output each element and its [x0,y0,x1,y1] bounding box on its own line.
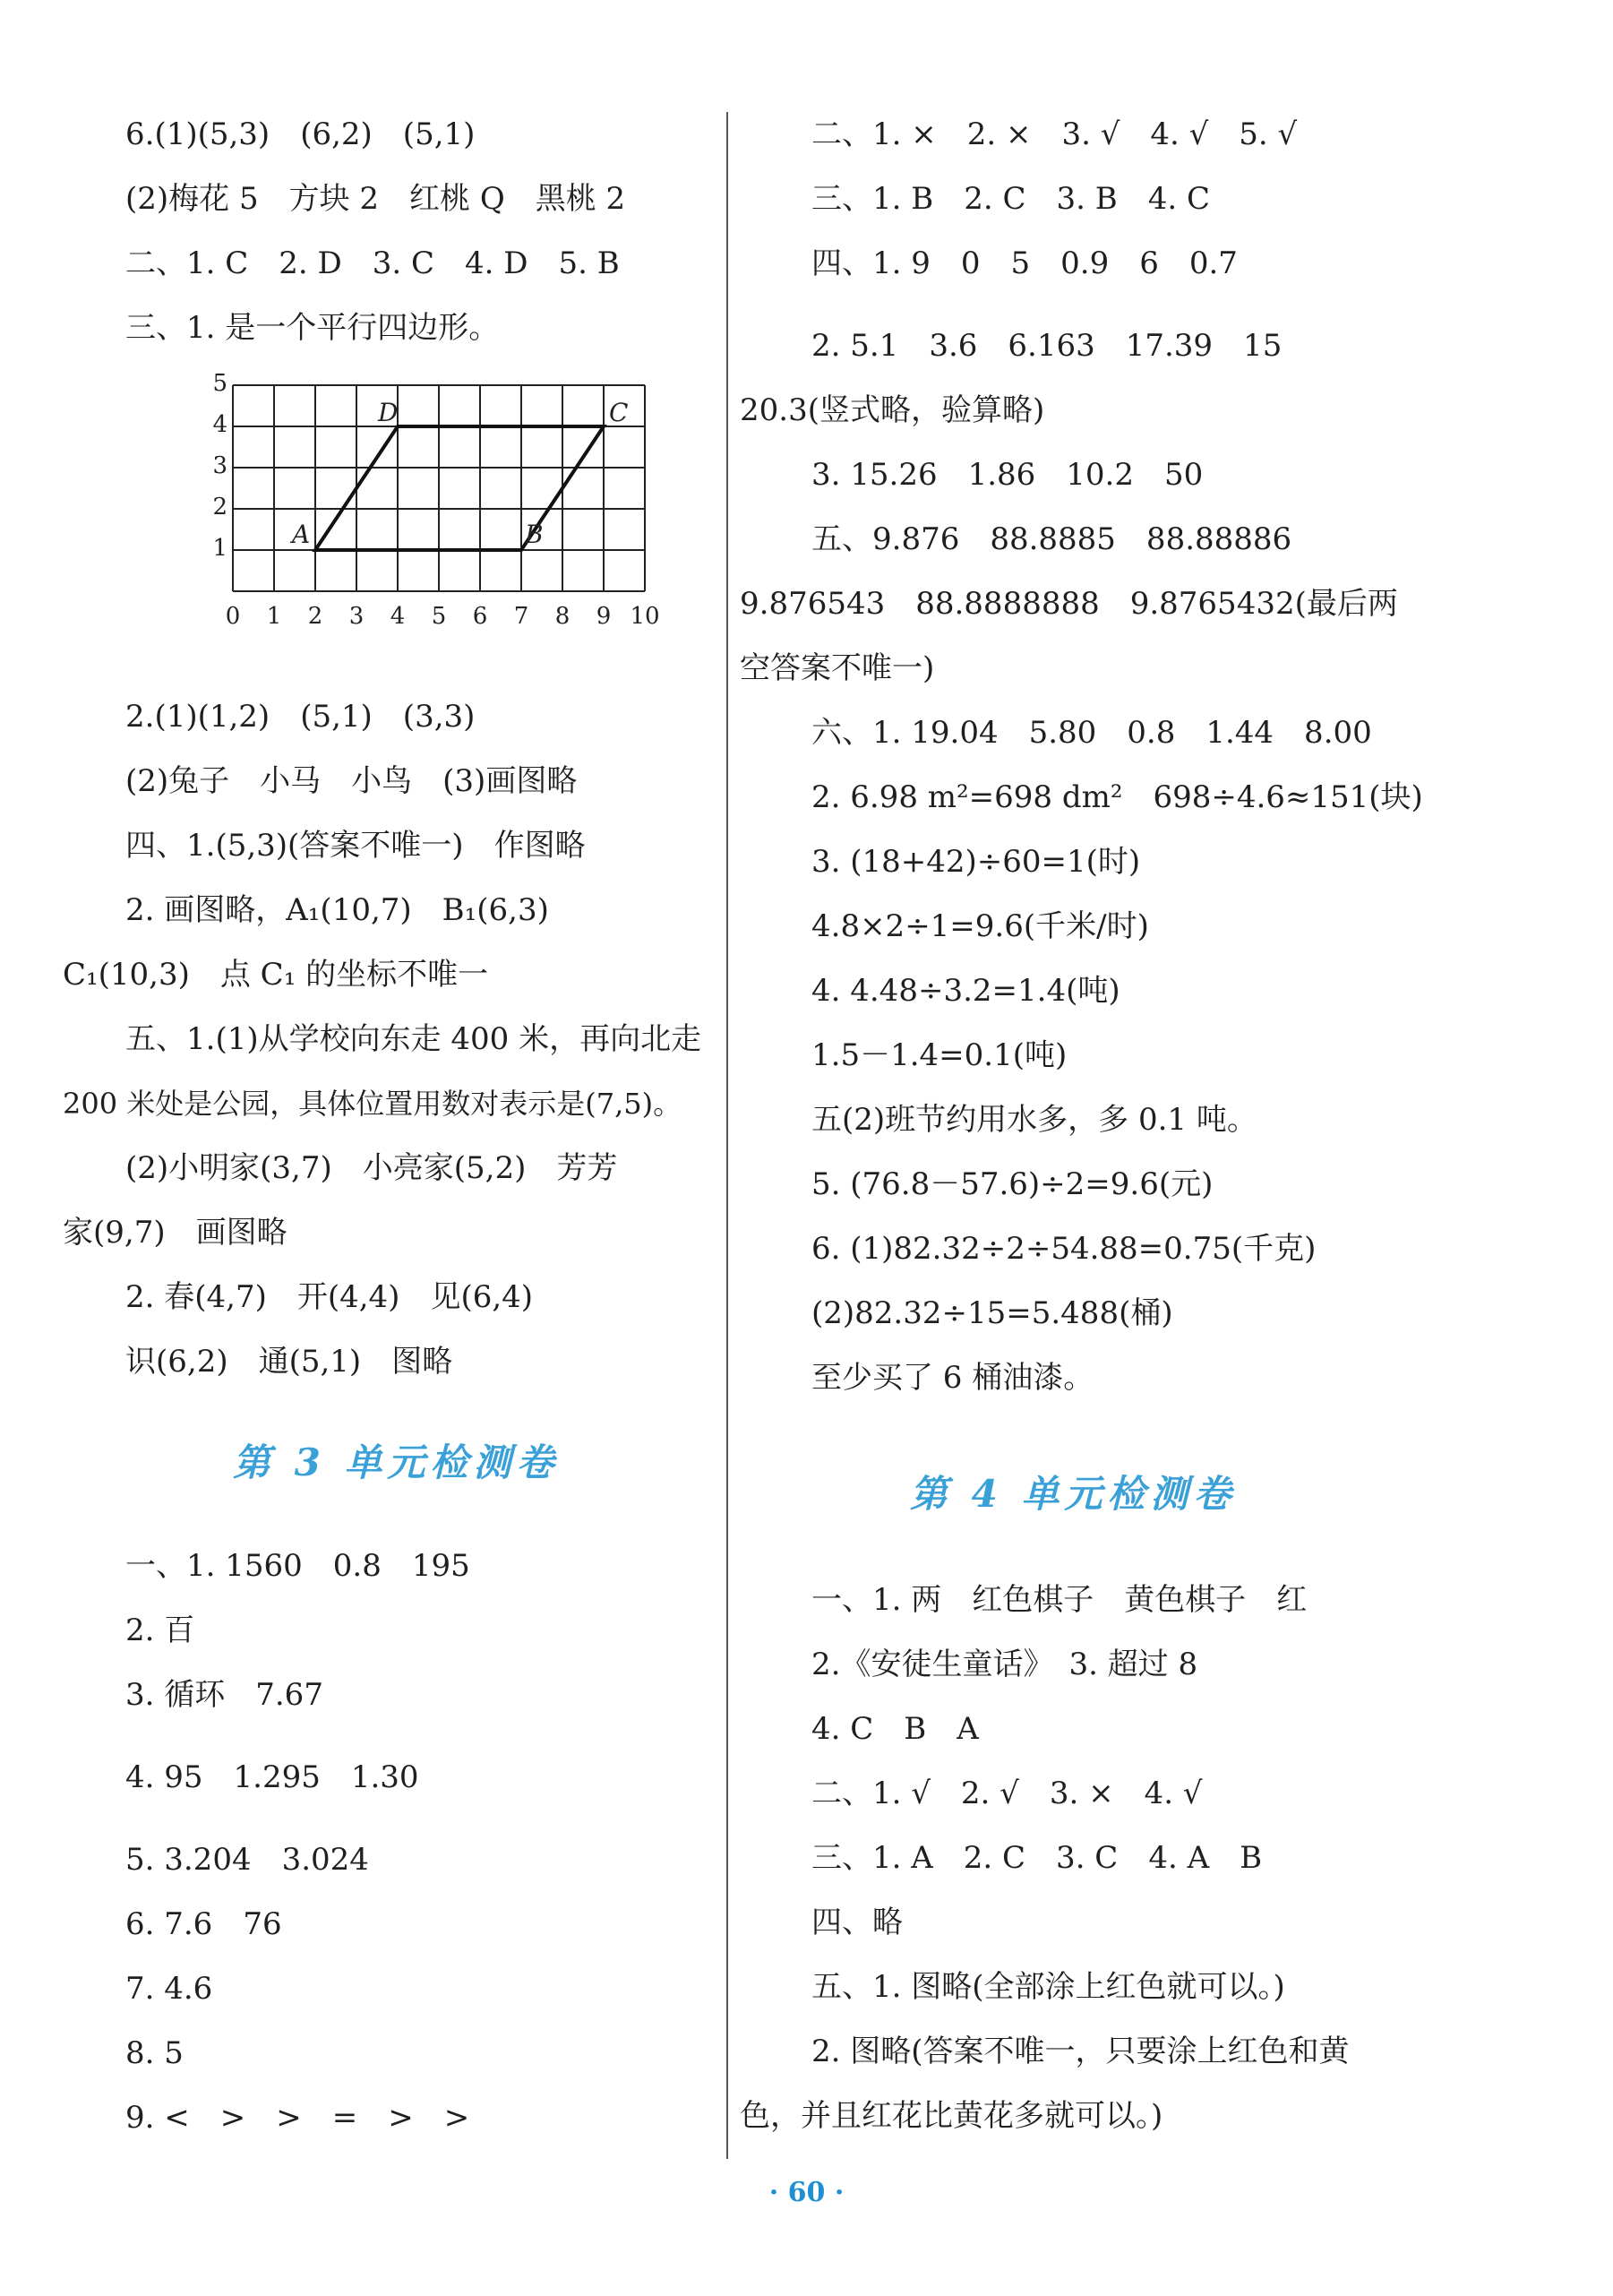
answer-line: 一、1. 两 红色棋子 黄色棋子 红 [811,1582,1308,1618]
answer-line: 家(9,7) 画图略 [63,1215,287,1251]
x-tick-label: 9 [596,603,612,630]
answer-line: 9. < > > = > > [125,2100,470,2136]
answer-line: 4. 95 1.295 1.30 [125,1759,419,1795]
x-tick-label: 6 [472,603,488,630]
answer-line: 五、1. 图略(全部涂上红色就可以。) [811,1969,1285,2005]
answer-line: 2. 百 [125,1612,195,1648]
answer-line: 2. 6.98 m²=698 dm² 698÷4.6≈151(块) [811,779,1423,815]
point-label: C [609,398,629,427]
unit3-title: 第 3 单元检测卷 [233,1440,560,1484]
answer-line: (2)梅花 5 方块 2 红桃 Q 黑桃 2 [125,181,626,217]
answer-line: 五、9.876 88.8885 88.88886 [811,521,1292,557]
answer-line: 2. 春(4,7) 开(4,4) 见(6,4) [125,1279,534,1315]
answer-line: 二、1. C 2. D 3. C 4. D 5. B [125,245,620,281]
answer-line: 2. 图略(答案不唯一，只要涂上红色和黄 [811,2034,1350,2069]
answer-line: 二、1. × 2. × 3. √ 4. √ 5. √ [811,116,1298,152]
answer-line: 五(2)班节约用水多，多 0.1 吨。 [811,1102,1257,1138]
parallelogram-shape [315,426,604,550]
answer-line: 至少买了 6 桶油漆。 [811,1360,1094,1396]
x-tick-label: 2 [307,603,323,630]
answer-line: 4. C B A [811,1711,979,1747]
answer-line: 空答案不唯一) [740,650,935,686]
answer-line: 6. 7.6 76 [125,1906,282,1942]
answer-line: 5. 3.204 3.024 [125,1842,369,1878]
answer-line: 四、1.(5,3)(答案不唯一) 作图略 [125,828,586,864]
answer-line: 8. 5 [125,2035,184,2071]
coordinate-grid-figure [152,370,708,663]
answer-line: 7. 4.6 [125,1971,213,2007]
answer-line: 色，并且红花比黄花多就可以。) [740,2098,1163,2134]
unit4-title: 第 4 单元检测卷 [910,1472,1237,1516]
answer-line: 3. (18+42)÷60=1(时) [811,844,1141,880]
answer-line: 200 米处是公园，具体位置用数对表示是(7,5)。 [63,1087,682,1121]
answer-line: 5. (76.8－57.6)÷2=9.6(元) [811,1166,1214,1202]
y-tick-label: 4 [212,411,227,438]
answer-line: 三、1. B 2. C 3. B 4. C [811,181,1210,217]
point-label: A [292,520,311,549]
answer-line: 20.3(竖式略，验算略) [740,392,1045,428]
y-tick-label: 3 [212,452,227,479]
answer-line: 2. 5.1 3.6 6.163 17.39 15 [811,328,1283,364]
answer-line: (2)兔子 小马 小鸟 (3)画图略 [125,763,578,799]
page-number: · 60 · [768,2177,845,2208]
answer-line: 四、1. 9 0 5 0.9 6 0.7 [811,245,1238,281]
x-tick-label: 8 [554,603,571,630]
answer-line: 2. 画图略，A₁(10,7) B₁(6,3) [125,892,549,928]
answer-line: 6.(1)(5,3) (6,2) (5,1) [125,116,476,152]
answer-line: C₁(10,3) 点 C₁ 的坐标不唯一 [63,957,489,993]
answer-line: 1.5－1.4=0.1(吨) [811,1037,1068,1073]
x-tick-label: 7 [513,603,529,630]
answer-line: 四、略 [811,1905,903,1940]
answer-line: 3. 15.26 1.86 10.2 50 [811,457,1204,493]
x-tick-label: 5 [431,603,447,630]
answer-line: 4. 4.48÷3.2=1.4(吨) [811,973,1120,1009]
answer-line: 五、1.(1)从学校向东走 400 米，再向北走 [125,1021,702,1057]
answer-line: 二、1. √ 2. √ 3. × 4. √ [811,1776,1203,1811]
answer-line: 识(6,2) 通(5,1) 图略 [125,1344,453,1380]
answer-line: 4.8×2÷1=9.6(千米/时) [811,908,1149,944]
x-tick-label: 1 [266,603,282,630]
x-tick-label: 4 [390,603,406,630]
y-tick-label: 5 [212,370,227,397]
answer-line: 三、1. 是一个平行四边形。 [125,310,500,346]
column-divider [726,112,728,2159]
y-tick-label: 1 [212,535,227,562]
answer-line: 9.876543 88.8888888 9.8765432(最后两 [740,586,1398,622]
x-tick-label: 3 [348,603,365,630]
point-label: B [525,520,544,549]
answer-line: (2)小明家(3,7) 小亮家(5,2) 芳芳 [125,1150,618,1186]
answer-line: (2)82.32÷15=5.488(桶) [811,1295,1173,1331]
answer-line: 6. (1)82.32÷2÷54.88=0.75(千克) [811,1231,1317,1267]
answer-line: 2.(1)(1,2) (5,1) (3,3) [125,699,476,735]
answer-line: 三、1. A 2. C 3. C 4. A B [811,1840,1263,1876]
x-tick-label: 0 [225,603,241,630]
answer-line: 3. 循环 7.67 [125,1677,323,1713]
answer-line: 六、1. 19.04 5.80 0.8 1.44 8.00 [811,715,1372,751]
answer-line: 2.《安徒生童话》 3. 超过 8 [811,1647,1198,1682]
y-tick-label: 2 [212,494,227,520]
point-label: D [378,398,399,427]
answer-line: 一、1. 1560 0.8 195 [125,1548,470,1584]
x-tick-label: 10 [630,603,660,630]
